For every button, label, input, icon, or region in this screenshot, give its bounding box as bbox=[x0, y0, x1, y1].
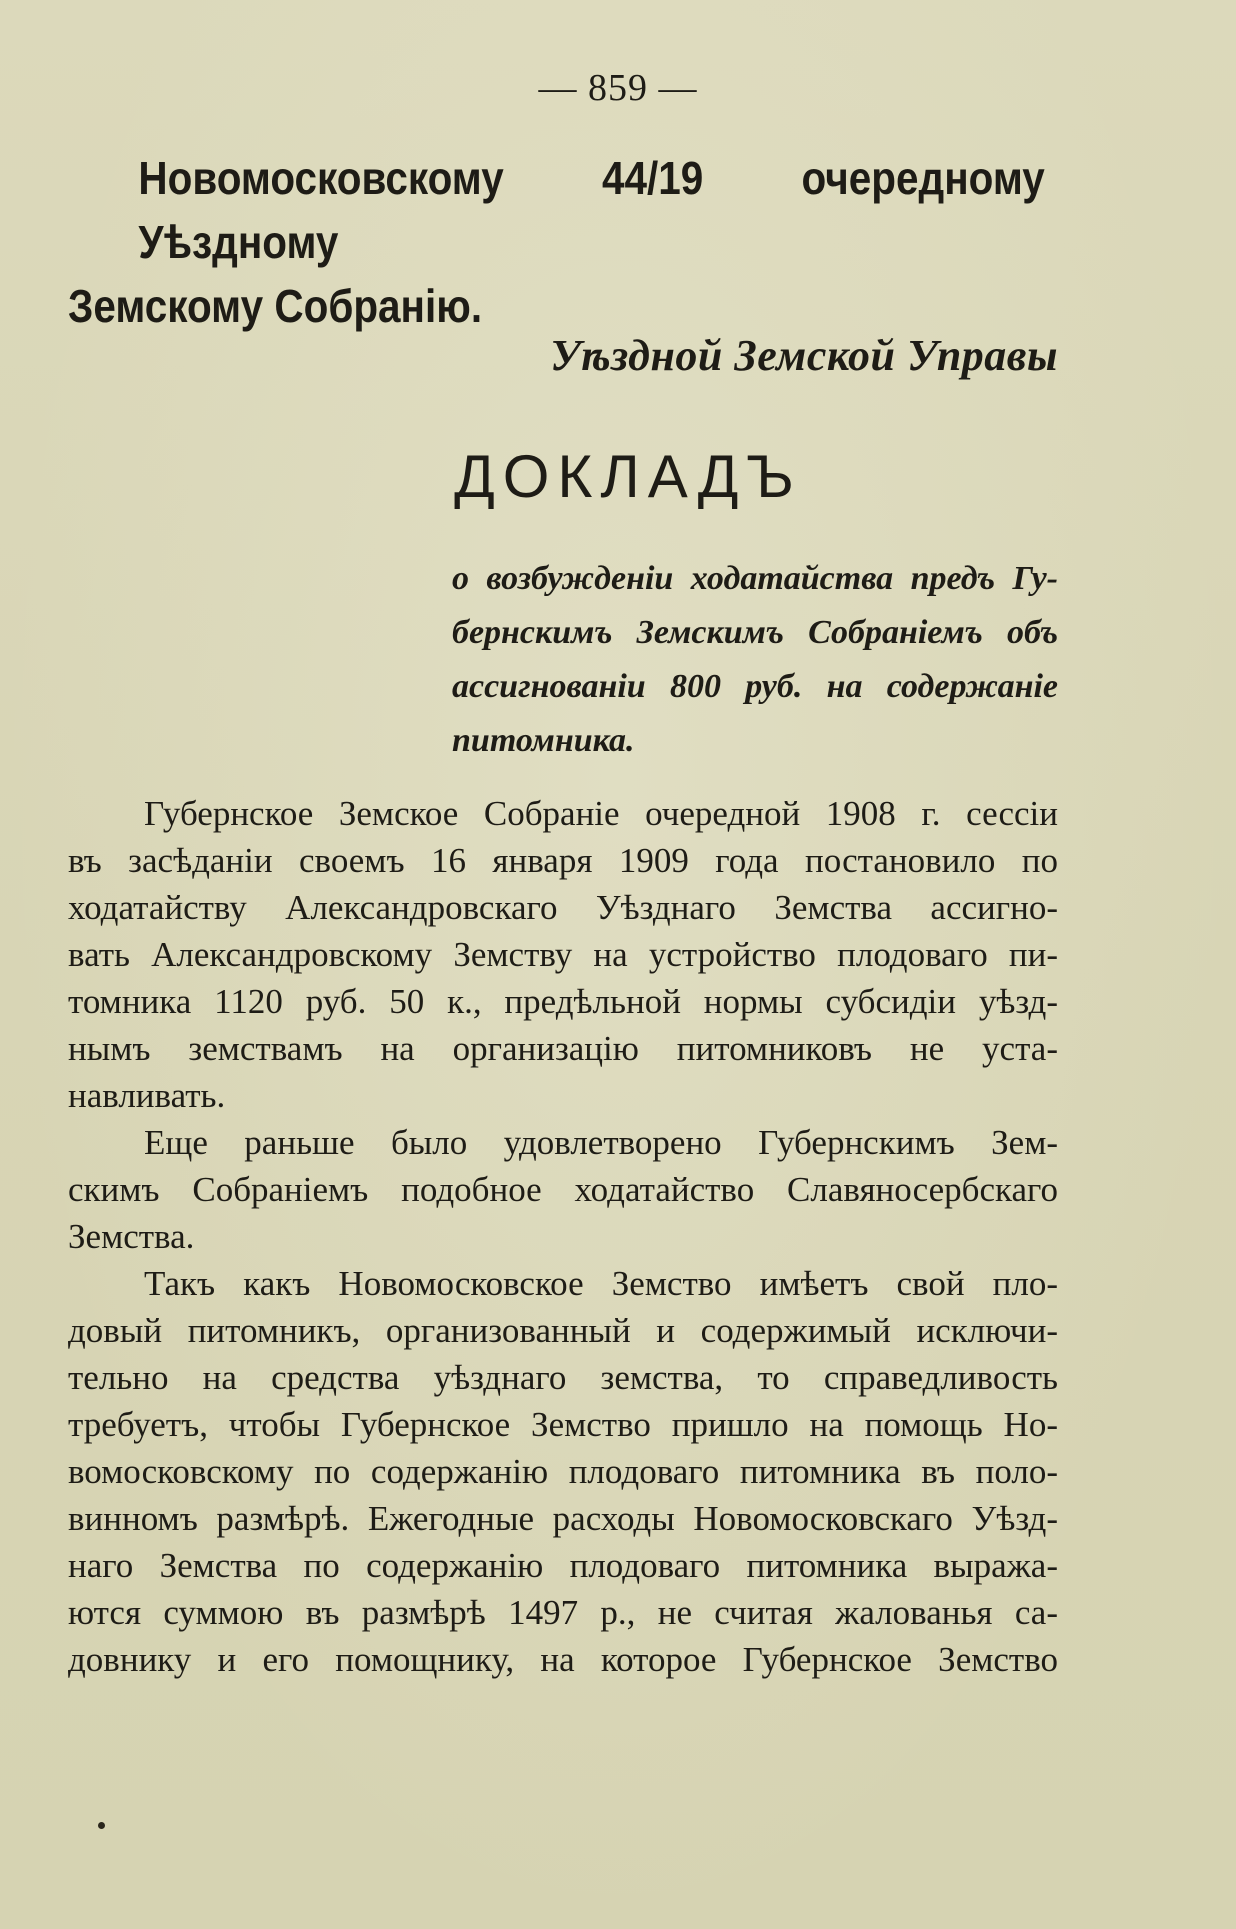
text-line: требуетъ, чтобы Губернское Земство пришло на помощь Но- bbox=[68, 1405, 1058, 1444]
text-line: въ засѣданіи своемъ 16 января 1909 года постановило по bbox=[68, 841, 1058, 880]
subject-line: ассигнованіи 800 руб. на содержаніе bbox=[452, 668, 1058, 705]
text-line: вать Александровскому Земству на устройство плодоваго пи- bbox=[68, 935, 1058, 974]
text-line: Губернское Земское Собраніе очередной 1908 г. сессіи bbox=[144, 794, 1058, 833]
text-line: тельно на средства уѣзднаго земства, то справедливость bbox=[68, 1358, 1058, 1397]
addressee-line-1: Новомосковскому 44/19 очередному Уѣздному bbox=[138, 152, 1045, 268]
text-line: навливать. bbox=[68, 1076, 226, 1115]
text-line: скимъ Собраніемъ подобное ходатайство Славяносербскаго bbox=[68, 1170, 1058, 1209]
text-line: вомосковскому по содержанію плодоваго питомника въ поло- bbox=[68, 1452, 1058, 1491]
text-line: Земства. bbox=[68, 1217, 195, 1256]
text-line: винномъ размѣрѣ. Ежегодные расходы Новомосковскаго Уѣзд- bbox=[68, 1499, 1058, 1538]
body-text bbox=[68, 790, 1058, 1683]
addressee-heading bbox=[68, 146, 1045, 338]
subject-line: питомника. bbox=[452, 722, 635, 759]
paragraph-3 bbox=[68, 1260, 1058, 1683]
text-line: довнику и его помощнику, на которое Губернское Земство bbox=[68, 1640, 1058, 1679]
text-line: ются суммою въ размѣрѣ 1497 р., не считая жалованья са- bbox=[68, 1593, 1058, 1632]
addressee-line-2: Земскому Собранію. bbox=[68, 280, 483, 332]
sender-line: Уѣздной Земской Управы bbox=[550, 331, 1058, 380]
subject-line: о возбужденіи ходатайства предъ Гу- bbox=[452, 560, 1058, 597]
page-number: — 859 — bbox=[538, 67, 698, 109]
text-line: наго Земства по содержанію плодоваго питомника выража- bbox=[68, 1546, 1058, 1585]
text-line: нымъ земствамъ на организацію питомниковъ не уста- bbox=[68, 1029, 1058, 1068]
paragraph-2 bbox=[68, 1119, 1058, 1260]
text-line: ходатайству Александровскаго Уѣзднаго Земства ассигно- bbox=[68, 888, 1058, 927]
subject-line: бернскимъ Земскимъ Собраніемъ объ bbox=[452, 614, 1058, 651]
paragraph-1 bbox=[68, 790, 1058, 1119]
text-line: томника 1120 руб. 50 к., предѣльной нормы субсидіи уѣзд- bbox=[68, 982, 1058, 1021]
report-subject bbox=[452, 552, 1058, 768]
document-title: ДОКЛАДЪ bbox=[454, 443, 802, 510]
text-line: Еще раньше было удовлетворено Губернскимъ Зем- bbox=[144, 1123, 1058, 1162]
text-line: Такъ какъ Новомосковское Земство имѣетъ свой пло- bbox=[144, 1264, 1058, 1303]
text-line: довый питомникъ, организованный и содержимый исключи- bbox=[68, 1311, 1058, 1350]
ink-speck bbox=[98, 1822, 105, 1829]
